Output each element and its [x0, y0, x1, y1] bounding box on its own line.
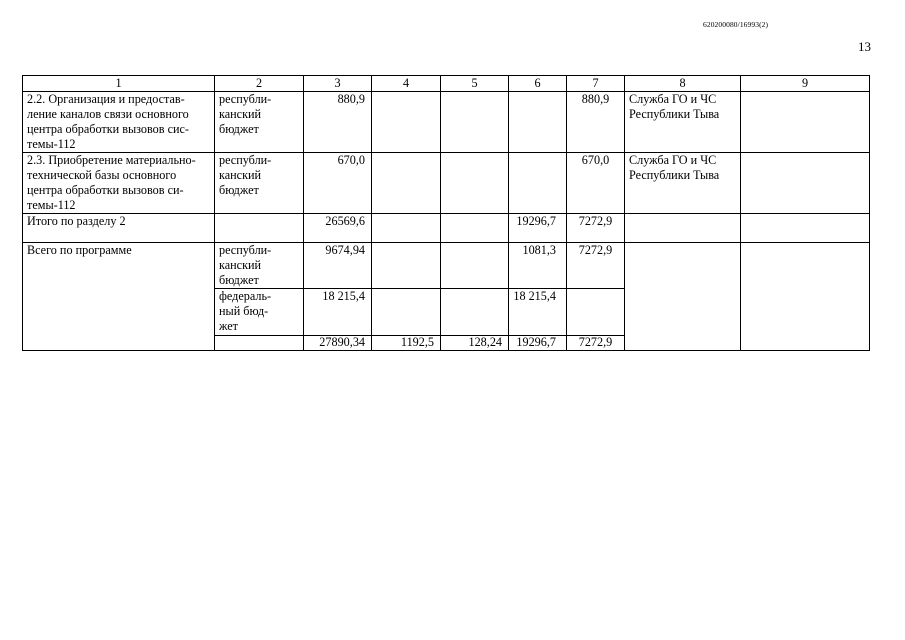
column-header: 7	[567, 76, 625, 92]
section-total-label: Итого по разделу 2	[23, 214, 215, 243]
table-row	[23, 243, 870, 289]
executor-cell	[625, 153, 741, 214]
value-cell	[441, 214, 509, 243]
value-cell: 7272,9	[567, 214, 625, 243]
table-row	[23, 214, 870, 243]
value-cell: 9674,94	[304, 243, 372, 289]
value-cell	[441, 153, 509, 214]
text-line: канский	[219, 258, 262, 272]
value-cell: 670,0	[567, 153, 625, 214]
program-table	[22, 75, 870, 351]
text-line: темы-112	[27, 198, 76, 212]
funding-source-cell	[215, 243, 304, 289]
value-cell: 880,9	[304, 92, 372, 153]
column-header: 2	[215, 76, 304, 92]
text-line: жет	[219, 319, 238, 333]
funding-source-cell	[215, 289, 304, 336]
value-cell	[372, 243, 441, 289]
value-cell	[741, 243, 870, 351]
text-line: бюджет	[219, 273, 259, 287]
text-line: бюджет	[219, 183, 259, 197]
value-cell: 128,24	[441, 336, 509, 351]
value-cell: 1192,5	[372, 336, 441, 351]
text-line: темы-112	[27, 137, 76, 151]
value-cell	[441, 243, 509, 289]
value-cell	[509, 153, 567, 214]
value-cell: 7272,9	[567, 336, 625, 351]
text-line: республи-	[219, 153, 272, 167]
executor-cell	[625, 214, 741, 243]
value-cell	[741, 153, 870, 214]
text-line: 2.3. Приобретение материально-	[27, 153, 196, 167]
value-cell: 1081,3	[509, 243, 567, 289]
text-line: 2.2. Организация и предостав-	[27, 92, 185, 106]
header-row	[23, 76, 870, 92]
value-cell	[441, 289, 509, 336]
value-cell: 18 215,4	[304, 289, 372, 336]
text-line: ный бюд-	[219, 304, 269, 318]
column-header: 8	[625, 76, 741, 92]
value-cell: 27890,34	[304, 336, 372, 351]
text-line: федераль-	[219, 289, 272, 303]
text-line: бюджет	[219, 122, 259, 136]
column-header: 3	[304, 76, 372, 92]
measure-name-cell	[23, 92, 215, 153]
text-line: центра обработки вызовов си-	[27, 183, 184, 197]
measure-name-cell	[23, 153, 215, 214]
table-row	[23, 153, 870, 214]
value-cell	[567, 289, 625, 336]
value-cell	[441, 92, 509, 153]
value-cell	[372, 214, 441, 243]
funding-source-cell	[215, 336, 304, 351]
funding-source-cell	[215, 92, 304, 153]
program-total-label: Всего по программе	[23, 243, 215, 351]
value-cell	[372, 153, 441, 214]
text-line: республи-	[219, 92, 272, 106]
value-cell	[741, 92, 870, 153]
value-cell	[509, 92, 567, 153]
funding-source-cell	[215, 214, 304, 243]
value-cell	[372, 92, 441, 153]
text-line: Республики Тыва	[629, 107, 720, 121]
column-header: 6	[509, 76, 567, 92]
page-number: 13	[858, 39, 871, 54]
value-cell	[372, 289, 441, 336]
table-row	[23, 92, 870, 153]
funding-source-cell	[215, 153, 304, 214]
value-cell: 880,9	[567, 92, 625, 153]
value-cell: 19296,7	[509, 214, 567, 243]
text-line: Служба ГО и ЧС	[629, 92, 717, 106]
document-id: 620200080/16993(2)	[703, 20, 769, 29]
column-header: 4	[372, 76, 441, 92]
value-cell: 19296,7	[509, 336, 567, 351]
value-cell: 26569,6	[304, 214, 372, 243]
executor-cell	[625, 92, 741, 153]
text-line: канский	[219, 107, 262, 121]
column-header: 1	[23, 76, 215, 92]
text-line: Республики Тыва	[629, 168, 720, 182]
value-cell: 18 215,4	[509, 289, 567, 336]
text-line: республи-	[219, 243, 272, 257]
text-line: центра обработки вызовов сис-	[27, 122, 189, 136]
value-cell	[741, 214, 870, 243]
column-header: 9	[741, 76, 870, 92]
column-header: 5	[441, 76, 509, 92]
text-line: технической базы основного	[27, 168, 177, 182]
executor-cell	[625, 243, 741, 351]
value-cell: 670,0	[304, 153, 372, 214]
text-line: ление каналов связи основного	[27, 107, 189, 121]
value-cell: 7272,9	[567, 243, 625, 289]
text-line: Служба ГО и ЧС	[629, 153, 717, 167]
text-line: канский	[219, 168, 262, 182]
